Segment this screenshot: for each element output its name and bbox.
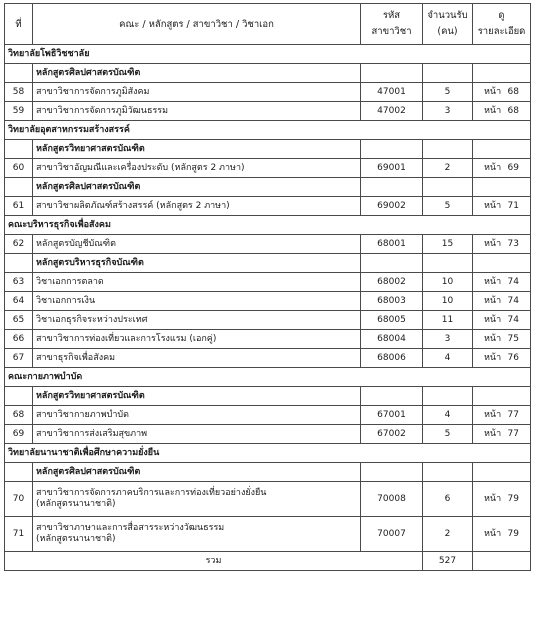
row-name: [33, 425, 361, 444]
row-detail: [473, 292, 531, 311]
row-code: 69002: [361, 197, 423, 216]
table-row: [5, 330, 531, 349]
table-row: [5, 425, 531, 444]
page-number: 69: [507, 162, 519, 173]
row-seats: 5: [423, 83, 473, 102]
row-code: 68003: [361, 292, 423, 311]
page-number: 71: [507, 200, 519, 211]
table-body: [5, 45, 531, 571]
total-value: 527: [423, 552, 473, 571]
seats-cell: [423, 387, 473, 406]
row-code: 47001: [361, 83, 423, 102]
page-word: หน้า: [484, 314, 502, 325]
page-word: หน้า: [484, 428, 502, 439]
page-number: 73: [507, 238, 519, 249]
page-word: หน้า: [484, 105, 502, 116]
row-name-text: สาขาธุรกิจเพื่อสังคม: [36, 352, 116, 363]
row-name: [33, 292, 361, 311]
row-name-note: (หลักสูตรนานาชาติ): [36, 499, 116, 509]
page-word: หน้า: [484, 333, 502, 344]
row-no: 68: [5, 406, 33, 425]
row-name-text: สาขาวิชาอัญมณีและเครื่องประดับ (หลักสูตร 2 ภาษา): [36, 162, 245, 173]
seats-cell: [423, 140, 473, 159]
table-row: [5, 197, 531, 216]
faculty-name: วิทยาลัยนานาชาติเพื่อศึกษาความยั่งยืน: [5, 444, 531, 463]
row-detail: [473, 83, 531, 102]
header-code: รหัส สาขาวิชา: [361, 4, 423, 45]
page-word: หน้า: [484, 295, 502, 306]
code-cell: [361, 178, 423, 197]
detail-cell: [473, 140, 531, 159]
detail-page-ref: [476, 410, 527, 421]
page-word: หน้า: [484, 86, 502, 97]
page-word: หน้า: [484, 276, 502, 287]
row-name: [33, 197, 361, 216]
row-no: 61: [5, 197, 33, 216]
row-code: 68006: [361, 349, 423, 368]
program-row: [5, 254, 531, 273]
row-seats: 4: [423, 406, 473, 425]
row-name-text: วิชาเอกธุรกิจระหว่างประเทศ: [36, 314, 148, 325]
row-name-text: สาขาวิชาการส่งเสริมสุขภาพ: [36, 428, 148, 439]
program-name: หลักสูตรศิลปศาสตรบัณฑิต: [33, 178, 361, 197]
header-name: คณะ / หลักสูตร / สาขาวิชา / วิชาเอก: [33, 4, 361, 45]
page-number: 79: [507, 493, 519, 504]
row-seats: 6: [423, 482, 473, 517]
row-seats: 2: [423, 159, 473, 178]
row-no-cell: [5, 387, 33, 406]
row-name: [33, 330, 361, 349]
row-seats: 10: [423, 292, 473, 311]
page-number: 74: [507, 314, 519, 325]
row-name-text: สาขาวิชาการจัดการภูมิวัฒนธรรม: [36, 105, 169, 116]
detail-page-ref: [476, 334, 527, 345]
row-detail: [473, 273, 531, 292]
faculty-row: [5, 121, 531, 140]
row-name-note: (หลักสูตรนานาชาติ): [36, 534, 116, 544]
row-name-text: สาขาวิชาการจัดการภาคบริการและการท่องเที่ยวอย่างยั่งยืน: [36, 488, 267, 498]
row-no: 60: [5, 159, 33, 178]
page-word: หน้า: [484, 493, 502, 504]
row-code: 67001: [361, 406, 423, 425]
row-code: 68004: [361, 330, 423, 349]
detail-page-ref: [476, 315, 527, 326]
row-seats: 11: [423, 311, 473, 330]
faculty-row: [5, 216, 531, 235]
program-name: หลักสูตรศิลปศาสตรบัณฑิต: [33, 463, 361, 482]
detail-cell: [473, 463, 531, 482]
row-detail: [473, 330, 531, 349]
total-detail-empty: [473, 552, 531, 571]
table-row: [5, 235, 531, 254]
detail-page-ref: [476, 353, 527, 364]
program-name: หลักสูตรวิทยาศาสตรบัณฑิต: [33, 387, 361, 406]
row-name-text: สาขาวิชาภาษาและการสื่อสารระหว่างวัฒนธรรม: [36, 523, 225, 533]
table-row: [5, 273, 531, 292]
row-no: 66: [5, 330, 33, 349]
detail-page-ref: [476, 494, 527, 505]
admission-table: [4, 3, 531, 571]
seats-cell: [423, 178, 473, 197]
detail-cell: [473, 387, 531, 406]
row-no-cell: [5, 64, 33, 83]
row-name: [33, 273, 361, 292]
row-no: 58: [5, 83, 33, 102]
table-row: [5, 517, 531, 552]
page-word: หน้า: [484, 409, 502, 420]
program-name: หลักสูตรวิทยาศาสตรบัณฑิต: [33, 140, 361, 159]
row-name: [33, 406, 361, 425]
program-row: [5, 178, 531, 197]
row-seats: 10: [423, 273, 473, 292]
row-detail: [473, 349, 531, 368]
row-name: [33, 159, 361, 178]
row-name-text: หลักสูตรบัญชีบัณฑิต: [36, 238, 116, 249]
row-no: 65: [5, 311, 33, 330]
row-no: 70: [5, 482, 33, 517]
detail-page-ref: [476, 201, 527, 212]
row-code: 67002: [361, 425, 423, 444]
page-word: หน้า: [484, 200, 502, 211]
row-code: 69001: [361, 159, 423, 178]
table-row: [5, 102, 531, 121]
page-word: หน้า: [484, 238, 502, 249]
row-code: 47002: [361, 102, 423, 121]
row-no: 59: [5, 102, 33, 121]
detail-page-ref: [476, 239, 527, 250]
faculty-name: วิทยาลัยโพธิวิชชาลัย: [5, 45, 531, 64]
row-no: 71: [5, 517, 33, 552]
program-row: [5, 140, 531, 159]
program-row: [5, 463, 531, 482]
row-no: 62: [5, 235, 33, 254]
row-detail: [473, 102, 531, 121]
table-row: [5, 406, 531, 425]
page-number: 74: [507, 295, 519, 306]
row-no: 64: [5, 292, 33, 311]
row-name-text: วิชาเอกการตลาด: [36, 276, 104, 287]
row-detail: [473, 311, 531, 330]
program-name: หลักสูตรศิลปศาสตรบัณฑิต: [33, 64, 361, 83]
row-seats: 3: [423, 102, 473, 121]
detail-page-ref: [476, 106, 527, 117]
row-no-cell: [5, 178, 33, 197]
row-no: 63: [5, 273, 33, 292]
total-row: [5, 552, 531, 571]
row-detail: [473, 425, 531, 444]
row-name-text: สาขาวิชาการท่องเที่ยวและการโรงแรม (เอกคู่): [36, 333, 217, 344]
row-detail: [473, 235, 531, 254]
code-cell: [361, 254, 423, 273]
detail-page-ref: [476, 429, 527, 440]
program-name: หลักสูตรบริหารธุรกิจบัณฑิต: [33, 254, 361, 273]
row-seats: 2: [423, 517, 473, 552]
program-row: [5, 387, 531, 406]
page-word: หน้า: [484, 162, 502, 173]
seats-cell: [423, 254, 473, 273]
table-row: [5, 159, 531, 178]
row-name: [33, 482, 361, 517]
page-number: 75: [507, 333, 519, 344]
row-seats: 5: [423, 425, 473, 444]
faculty-row: [5, 368, 531, 387]
row-detail: [473, 517, 531, 552]
row-name-text: สาขาวิชากายภาพบำบัด: [36, 409, 129, 420]
row-code: 68001: [361, 235, 423, 254]
seats-cell: [423, 463, 473, 482]
page-number: 77: [507, 409, 519, 420]
page-number: 68: [507, 105, 519, 116]
detail-cell: [473, 254, 531, 273]
row-code: 68002: [361, 273, 423, 292]
row-name: [33, 102, 361, 121]
row-name: [33, 517, 361, 552]
row-name: [33, 235, 361, 254]
detail-page-ref: [476, 163, 527, 174]
detail-page-ref: [476, 87, 527, 98]
header-row: [5, 4, 531, 45]
code-cell: [361, 463, 423, 482]
code-cell: [361, 140, 423, 159]
row-no-cell: [5, 463, 33, 482]
table-row: [5, 482, 531, 517]
detail-cell: [473, 178, 531, 197]
detail-page-ref: [476, 296, 527, 307]
page-number: 68: [507, 86, 519, 97]
header-no: ที่: [5, 4, 33, 45]
header-detail: ดู รายละเอียด: [473, 4, 531, 45]
page-number: 74: [507, 276, 519, 287]
row-seats: 3: [423, 330, 473, 349]
faculty-name: คณะบริหารธุรกิจเพื่อสังคม: [5, 216, 531, 235]
row-no-cell: [5, 254, 33, 273]
row-detail: [473, 406, 531, 425]
row-no: 67: [5, 349, 33, 368]
table-row: [5, 292, 531, 311]
table-row: [5, 83, 531, 102]
faculty-row: [5, 444, 531, 463]
row-detail: [473, 197, 531, 216]
page-number: 76: [507, 352, 519, 363]
faculty-row: [5, 45, 531, 64]
seats-cell: [423, 64, 473, 83]
row-seats: 4: [423, 349, 473, 368]
table-row: [5, 349, 531, 368]
row-name-text: สาขาวิชาผลิตภัณฑ์สร้างสรรค์ (หลักสูตร 2 ภาษา): [36, 200, 230, 211]
detail-page-ref: [476, 277, 527, 288]
page-word: หน้า: [484, 528, 502, 539]
header-seats: จำนวนรับ (คน): [423, 4, 473, 45]
code-cell: [361, 387, 423, 406]
page-word: หน้า: [484, 352, 502, 363]
detail-page-ref: [476, 529, 527, 540]
code-cell: [361, 64, 423, 83]
page-number: 79: [507, 528, 519, 539]
row-name: [33, 311, 361, 330]
row-detail: [473, 482, 531, 517]
table-row: [5, 311, 531, 330]
page-number: 77: [507, 428, 519, 439]
row-seats: 5: [423, 197, 473, 216]
row-name-text: สาขาวิชาการจัดการภูมิสังคม: [36, 86, 150, 97]
row-code: 70008: [361, 482, 423, 517]
row-code: 70007: [361, 517, 423, 552]
row-name: [33, 83, 361, 102]
detail-cell: [473, 64, 531, 83]
row-name-text: วิชาเอกการเงิน: [36, 295, 96, 306]
program-row: [5, 64, 531, 83]
row-no: 69: [5, 425, 33, 444]
row-seats: 15: [423, 235, 473, 254]
row-detail: [473, 159, 531, 178]
faculty-name: วิทยาลัยอุตสาหกรรมสร้างสรรค์: [5, 121, 531, 140]
row-name: [33, 349, 361, 368]
row-no-cell: [5, 140, 33, 159]
row-code: 68005: [361, 311, 423, 330]
total-label: รวม: [5, 552, 423, 571]
faculty-name: คณะกายภาพบำบัด: [5, 368, 531, 387]
